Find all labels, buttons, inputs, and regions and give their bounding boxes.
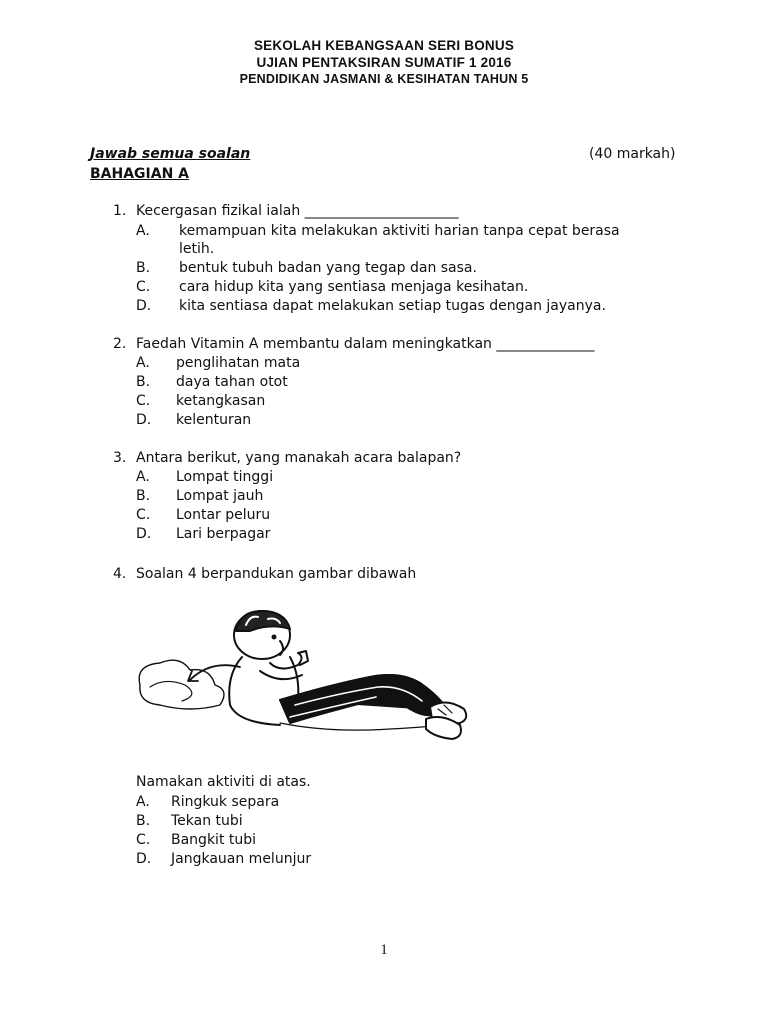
- option-text: Lompat tinggi: [176, 469, 274, 485]
- option-text: kemampuan kita melakukan aktiviti harian tanpa cepat berasa: [179, 223, 620, 239]
- option-text: Ringkuk separa: [171, 794, 280, 810]
- option-text: Lontar peluru: [176, 507, 271, 523]
- question-number: 1.: [113, 203, 127, 219]
- option-text: kelenturan: [176, 412, 252, 428]
- option-label: B.: [136, 374, 151, 390]
- question-stem: Kecergasan fizikal ialah ______________________: [136, 203, 459, 219]
- question-number: 3.: [113, 450, 127, 466]
- question-stem: Soalan 4 berpandukan gambar dibawah: [136, 566, 417, 582]
- question-number: 4.: [113, 566, 127, 582]
- option-label: C.: [136, 279, 151, 295]
- total-marks: (40 markah): [589, 146, 676, 162]
- option-text: Jangkauan melunjur: [171, 851, 312, 867]
- question-sub-stem: Namakan aktiviti di atas.: [136, 774, 311, 790]
- exam-header: [0, 37, 768, 88]
- option-text: penglihatan mata: [176, 355, 301, 371]
- option-label: A.: [136, 469, 150, 485]
- situp-illustration: [130, 605, 480, 785]
- option-text: ketangkasan: [176, 393, 266, 409]
- option-label: D.: [136, 412, 152, 428]
- section-title: BAHAGIAN A: [90, 166, 190, 182]
- option-label: D.: [136, 298, 152, 314]
- option-text: Bangkit tubi: [171, 832, 257, 848]
- exam-title: UJIAN PENTAKSIRAN SUMATIF 1 2016: [256, 55, 512, 70]
- option-label: C.: [136, 393, 151, 409]
- option-text-continued: letih.: [179, 241, 215, 257]
- option-label: B.: [136, 813, 151, 829]
- option-label: B.: [136, 260, 151, 276]
- option-text: kita sentiasa dapat melakukan setiap tugas dengan jayanya.: [179, 298, 606, 314]
- option-label: A.: [136, 794, 150, 810]
- option-label: C.: [136, 832, 151, 848]
- option-label: D.: [136, 526, 152, 542]
- option-text: Tekan tubi: [171, 813, 243, 829]
- question-number: 2.: [113, 336, 127, 352]
- option-label: B.: [136, 488, 151, 504]
- option-label: D.: [136, 851, 152, 867]
- option-text: bentuk tubuh badan yang tegap dan sasa.: [179, 260, 477, 276]
- question-stem: Faedah Vitamin A membantu dalam meningkatkan ______________: [136, 336, 595, 352]
- option-label: A.: [136, 223, 150, 239]
- option-text: Lari berpagar: [176, 526, 271, 542]
- page-number: 1: [380, 942, 388, 958]
- option-text: cara hidup kita yang sentiasa menjaga kesihatan.: [179, 279, 529, 295]
- subject-title: PENDIDIKAN JASMANI & KESIHATAN TAHUN 5: [239, 72, 529, 86]
- option-text: daya tahan otot: [176, 374, 288, 390]
- option-label: C.: [136, 507, 151, 523]
- option-text: Lompat jauh: [176, 488, 264, 504]
- question-stem: Antara berikut, yang manakah acara balapan?: [136, 450, 462, 466]
- option-label: A.: [136, 355, 150, 371]
- instruction: Jawab semua soalan: [90, 146, 251, 162]
- school-name: SEKOLAH KEBANGSAAN SERI BONUS: [253, 38, 515, 53]
